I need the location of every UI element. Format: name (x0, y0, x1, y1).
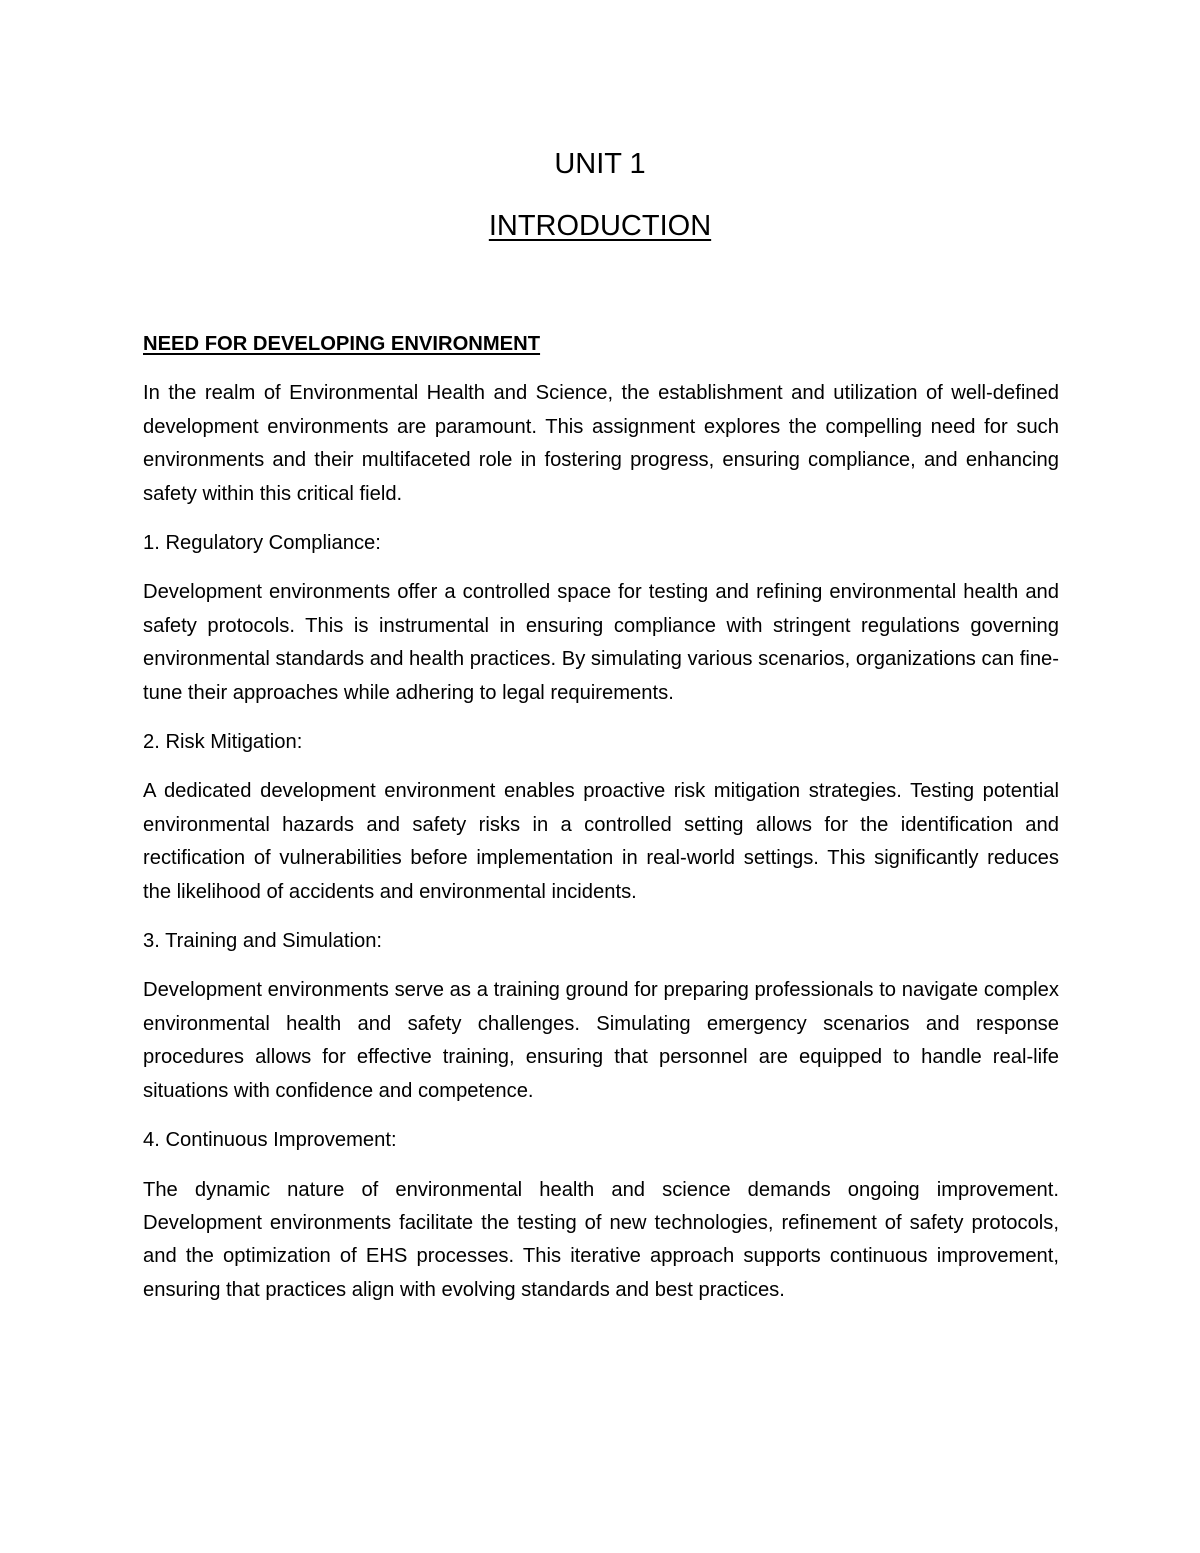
item-body-training-simulation: Development environments serve as a training ground for preparing professionals to navigate complex environmental health and safety challenges. Simulating emergency scenarios and response procedures allows for effective training, ensuring that personnel are equipped to handle real-life situations with confidence and competence. (143, 979, 1059, 1102)
document-body (143, 328, 1059, 1323)
item-body-continuous-improvement: The dynamic nature of environmental health and science demands ongoing improvement. Development environments facilitate the testing of new technologies, refinement of safety protocols, and the optimization of EHS processes. This iterative approach supports continuous improvement, ensuring that practices align with evolving standards and best practices. (143, 1178, 1059, 1301)
intro-paragraph: In the realm of Environmental Health and Science, the establishment and utilization of well-defined development environments are paramount. This assignment explores the compelling need for such environments and their multifaceted role in fostering progress, ensuring compliance, and enhancing safety within this critical field. (143, 382, 1059, 505)
item-body-regulatory-compliance: Development environments offer a controlled space for testing and refining environmental health and safety protocols. This is instrumental in ensuring compliance with stringent regulations governing environmental standards and health practices. By simulating various scenarios, organizations can fine-tune their approaches while adhering to legal requirements. (143, 581, 1059, 704)
chapter-title: INTRODUCTION (488, 210, 712, 242)
unit-title: UNIT 1 (554, 148, 646, 180)
item-heading-regulatory-compliance: 1. Regulatory Compliance: (143, 532, 381, 555)
section-heading: NEED FOR DEVELOPING ENVIRONMENT (143, 333, 541, 355)
item-heading-risk-mitigation: 2. Risk Mitigation: (143, 731, 303, 754)
item-heading-training-simulation: 3. Training and Simulation: (143, 930, 383, 953)
item-heading-continuous-improvement: 4. Continuous Improvement: (143, 1129, 397, 1152)
item-body-risk-mitigation: A dedicated development environment enables proactive risk mitigation strategies. Testing potential environmental hazards and safety risks in a controlled setting allows for the identification and rectification of vulnerabilities before implementation in real-world settings. This significantly reduces the likelihood of accidents and environmental incidents. (143, 780, 1059, 903)
